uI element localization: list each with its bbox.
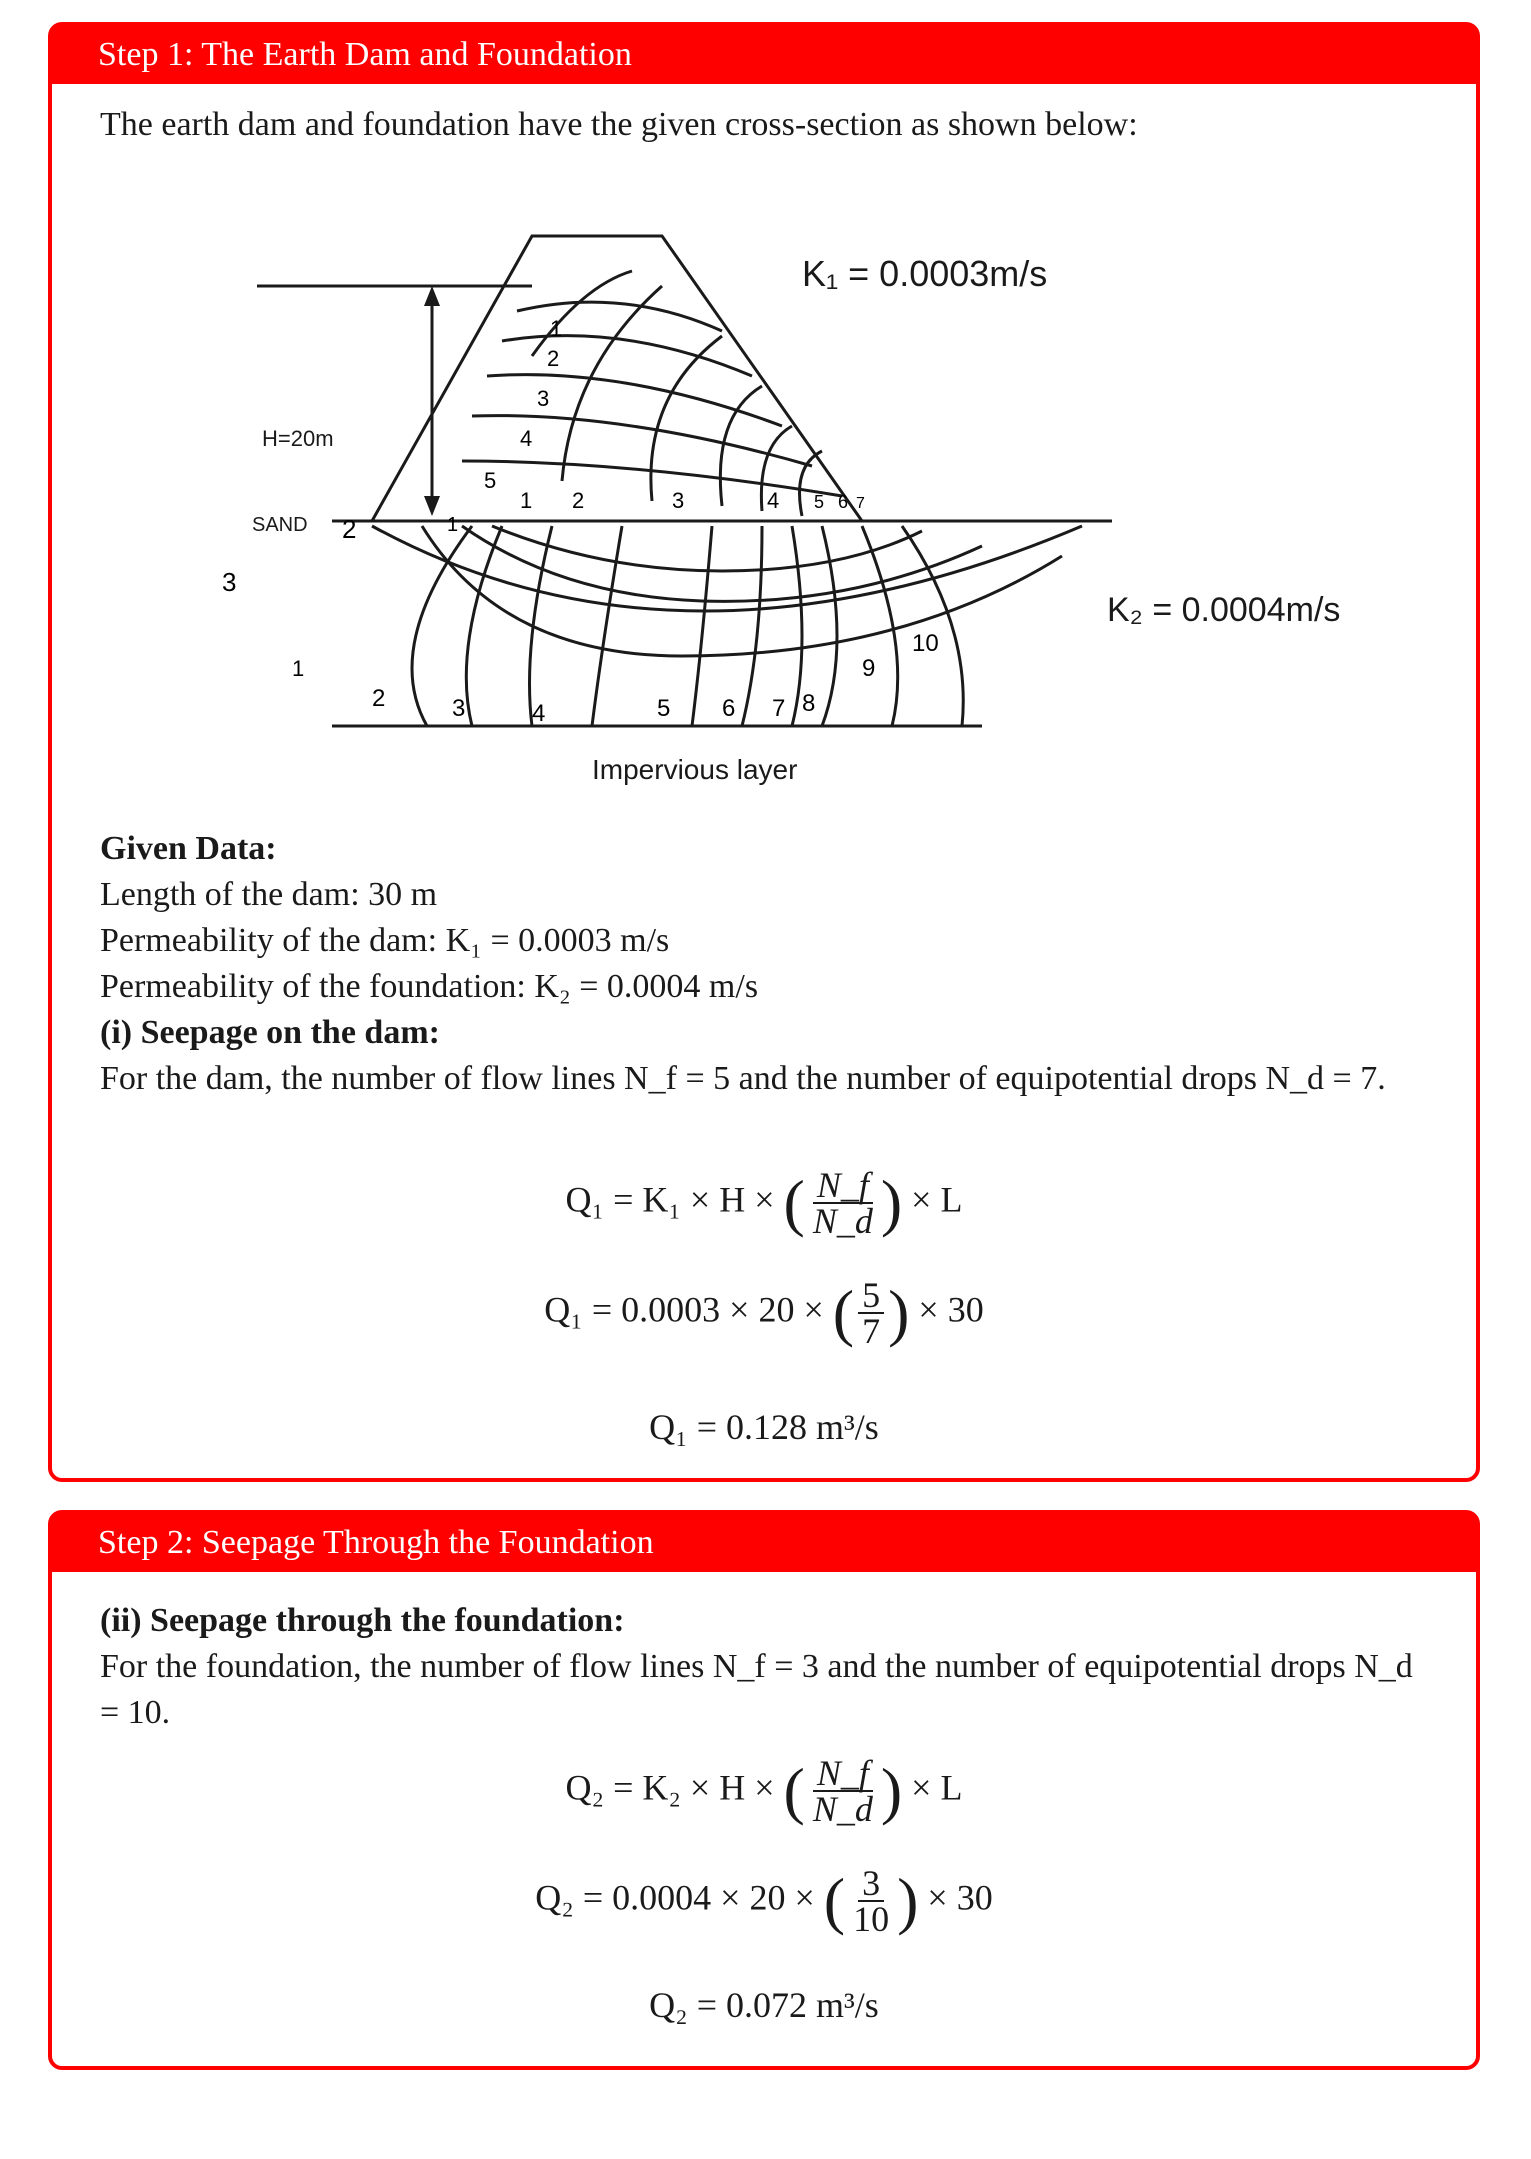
flow-net-figure bbox=[202, 226, 1341, 786]
found-number: 10 bbox=[912, 630, 939, 657]
dam-flow-number: 2 bbox=[547, 346, 560, 371]
given-title: Given Data: bbox=[100, 830, 277, 867]
side-number: 2 bbox=[342, 514, 357, 544]
equation-q2-formula: Q₂ = K₂ × H × ( $\frac{N\_f}{N\_d}$ ) × L bbox=[565, 1753, 963, 1829]
found-number: 5 bbox=[657, 695, 671, 722]
found-number: 7 bbox=[772, 695, 786, 722]
found-number: 3 bbox=[452, 695, 466, 722]
eq-num: 3 bbox=[858, 1866, 884, 1902]
found-number: 4 bbox=[532, 700, 546, 727]
dam-drop-number: 2 bbox=[572, 488, 585, 513]
part-i-text: For the dam, the number of flow lines N_f = 5 and the number of equipotential drops N_d = 7. bbox=[100, 1060, 1386, 1097]
side-number: 3 bbox=[222, 567, 237, 597]
dam-drop-number: 1 bbox=[520, 488, 533, 513]
part-i-title: (i) Seepage on the dam: bbox=[100, 1014, 440, 1051]
equation-q1-result: Q₁ = 0.128 m³/s bbox=[649, 1407, 879, 1447]
dam-flow-number: 5 bbox=[484, 468, 497, 493]
given-length: Length of the dam: 30 m bbox=[100, 876, 438, 913]
side-number: 1 bbox=[447, 514, 459, 536]
step1-box bbox=[48, 22, 1480, 1482]
eq-den: N_d bbox=[812, 1789, 873, 1829]
equation-q2-values: Q₂ = 0.0004 × 20 × ( $\frac{3}{10}$ ) × 30 bbox=[535, 1863, 993, 1939]
eq-num: N_f bbox=[813, 1756, 873, 1792]
step2-box bbox=[48, 1510, 1480, 2070]
found-number: 9 bbox=[862, 655, 876, 682]
dam-drop-number: 7 bbox=[856, 495, 865, 512]
h-label: H=20m bbox=[262, 426, 334, 451]
sand-label: SAND bbox=[252, 514, 308, 536]
eq-lhs: Q₁ = K₁ × H × bbox=[565, 1179, 775, 1220]
impervious-label: Impervious layer bbox=[592, 754, 798, 785]
dam-drop-number: 3 bbox=[672, 488, 685, 513]
eq-lhs: Q₂ = K₂ × H × bbox=[565, 1767, 775, 1808]
eq-lhs: Q₁ = 0.0003 × 20 × bbox=[544, 1289, 824, 1330]
eq-num: N_f bbox=[813, 1168, 873, 1204]
eq-den: 7 bbox=[862, 1311, 881, 1351]
eq-rhs: × L bbox=[911, 1767, 963, 1808]
step2-header: Step 2: Seepage Through the Foundation bbox=[52, 1514, 1476, 1572]
k1-label: K₁ = 0.0003m/s bbox=[802, 253, 1048, 294]
dam-flow-number: 4 bbox=[520, 426, 533, 451]
step1-header: Step 1: The Earth Dam and Foundation bbox=[52, 26, 1476, 84]
given-k1: Permeability of the dam: K₁ = 0.0003 m/s bbox=[100, 922, 670, 959]
given-k2: Permeability of the foundation: K₂ = 0.0004 m/s bbox=[100, 968, 759, 1005]
found-number: 6 bbox=[722, 695, 736, 722]
part-ii-title: (ii) Seepage through the foundation: bbox=[100, 1602, 625, 1639]
k2-label: K₂ = 0.0004m/s bbox=[1107, 591, 1341, 629]
found-number: 2 bbox=[372, 685, 386, 712]
equation-q1-values: Q₁ = 0.0003 × 20 × ( $\frac{5}{7}$ ) × 30 bbox=[544, 1275, 984, 1351]
part-ii-text: For the foundation, the number of flow lines N_f = 3 and the number of equipotential drops N_d = 10. bbox=[100, 1648, 1413, 1731]
found-number: 8 bbox=[802, 690, 816, 717]
eq-rhs: × 30 bbox=[918, 1289, 984, 1330]
equation-q1-formula: Q₁ = K₁ × H × ( $\frac{N\_f}{N\_d}$ ) × L bbox=[565, 1165, 963, 1241]
dam-flow-number: 1 bbox=[550, 316, 563, 341]
found-number: 1 bbox=[292, 656, 305, 681]
equation-q2-result: Q₂ = 0.072 m³/s bbox=[649, 1985, 879, 2025]
intro-text: The earth dam and foundation have the given cross-section as shown below: bbox=[100, 106, 1138, 143]
eq-rhs: × L bbox=[911, 1179, 963, 1220]
dam-drop-number: 4 bbox=[767, 488, 780, 513]
dam-flow-number: 3 bbox=[537, 386, 550, 411]
eq-num: 5 bbox=[858, 1278, 884, 1314]
dam-drop-number: 6 bbox=[838, 492, 849, 512]
eq-den: 10 bbox=[853, 1899, 890, 1939]
eq-lhs: Q₂ = 0.0004 × 20 × bbox=[535, 1877, 815, 1918]
dam-drop-number: 5 bbox=[814, 492, 825, 512]
eq-den: N_d bbox=[812, 1201, 873, 1241]
eq-rhs: × 30 bbox=[927, 1877, 993, 1918]
